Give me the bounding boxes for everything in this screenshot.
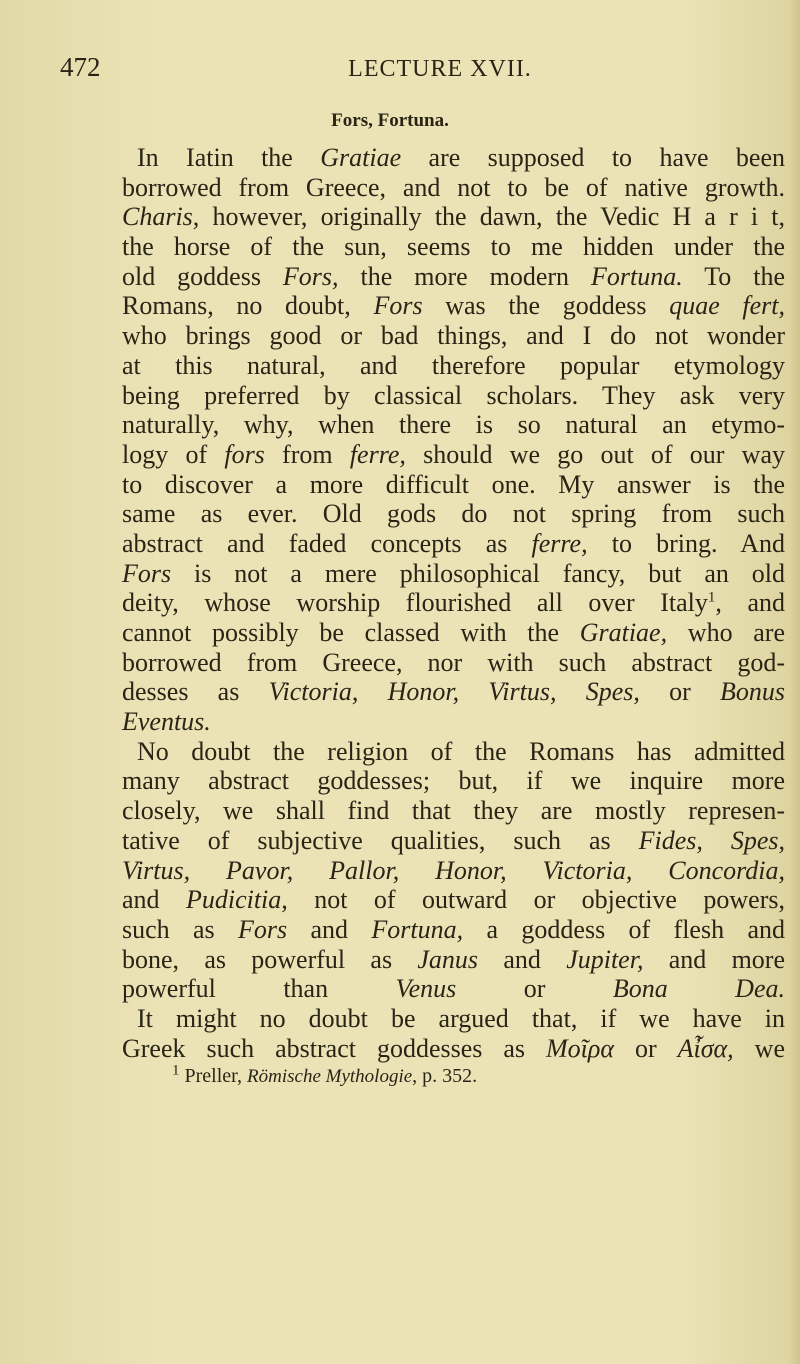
- text-segment: should we go out of our way: [405, 439, 785, 469]
- text-segment: or: [639, 677, 720, 707]
- text-segment: a goddess of flesh and: [463, 914, 785, 944]
- footnote-page: , p. 352.: [412, 1065, 478, 1087]
- text-segment: bone, as powerful as: [122, 944, 418, 974]
- text-segment: and: [122, 885, 186, 915]
- text-line: [122, 588, 785, 618]
- footnote-marker: 1: [172, 1062, 180, 1079]
- text-segment: deity, whose worship flourished all over Italy: [122, 588, 708, 618]
- footnote-author: Preller,: [179, 1065, 248, 1087]
- text-segment: are supposed to have been: [401, 143, 785, 172]
- text-segment: naturally, why, when there is so natural an etymo-: [122, 410, 785, 440]
- italic-text: Bonus: [720, 677, 785, 707]
- italic-text: Fortuna.: [590, 261, 683, 291]
- italic-text: Μοῖρα: [545, 1033, 614, 1063]
- text-segment: tative of subjective qualities, such as: [122, 825, 639, 855]
- text-segment: old goddess: [122, 261, 283, 291]
- text-line: [122, 291, 785, 321]
- text-segment: borrowed from Greece, and not to be of native growth.: [122, 172, 785, 202]
- running-title: LECTURE XVII.: [348, 56, 532, 82]
- text-segment: being preferred by classical scholars. They ask very: [122, 380, 785, 410]
- italic-text: ferre,: [531, 528, 588, 558]
- text-segment: not of outward or objective powers,: [287, 885, 785, 915]
- text-segment: such as: [122, 914, 239, 944]
- text-line: [122, 707, 785, 737]
- italic-text: Virtus, Pavor, Pallor, Honor, Victoria, Concordia,: [122, 855, 785, 885]
- text-segment: is not a mere philosophical fancy, but an old: [171, 558, 785, 588]
- text-segment: however, originally the dawn, the Vedic H a r i t,: [199, 202, 785, 232]
- text-segment: cannot possibly be classed with the: [122, 618, 580, 647]
- italic-text: Gratiae: [320, 143, 402, 172]
- text-line: [122, 796, 785, 826]
- text-segment: and: [287, 914, 372, 944]
- text-segment: To the: [682, 261, 785, 291]
- text-segment: closely, we shall find that they are mostly represen-: [122, 796, 785, 826]
- text-segment: to bring. And: [587, 528, 785, 558]
- text-line: [122, 826, 785, 856]
- italic-text: Fides, Spes,: [638, 825, 785, 855]
- italic-text: Venus: [395, 974, 457, 1004]
- text-segment: borrowed from Greece, nor with such abstract god-: [122, 647, 785, 677]
- text-segment: from: [264, 439, 350, 469]
- text-line: [122, 915, 785, 945]
- text-line: [122, 766, 785, 796]
- text-segment: In Iatin the: [137, 143, 321, 172]
- text-segment: No doubt the religion of the Romans has admitted: [137, 736, 785, 766]
- text-segment: or: [456, 974, 613, 1004]
- text-segment: the horse of the sun, seems to me hidden under the: [122, 232, 785, 262]
- text-line: [122, 143, 785, 173]
- text-line: [122, 737, 785, 767]
- italic-text: Janus: [417, 944, 479, 974]
- text-line: [122, 618, 785, 648]
- text-line: [122, 410, 785, 440]
- body-text: [122, 143, 785, 1063]
- text-segment: at this natural, and therefore popular etymology: [122, 350, 785, 380]
- text-line: [122, 173, 785, 203]
- text-segment: or: [614, 1033, 678, 1063]
- text-segment: the more modern: [338, 261, 591, 291]
- page-number: 472: [60, 52, 101, 82]
- italic-text: Fortuna,: [371, 914, 464, 944]
- section-heading: Fors, Fortuna.: [331, 110, 449, 131]
- italic-text: Eventus.: [122, 707, 211, 737]
- text-segment: many abstract goddesses; but, if we inquire more: [122, 766, 785, 796]
- text-segment: to discover a more difficult one. My answer is the: [122, 469, 785, 499]
- italic-text: Gratiae,: [579, 618, 668, 647]
- text-line: [122, 262, 785, 292]
- text-line: [122, 470, 785, 500]
- text-line: [122, 440, 785, 470]
- italic-text: fors: [224, 439, 265, 469]
- italic-text: Pudicitia,: [185, 885, 288, 915]
- text-line: [122, 529, 785, 559]
- text-line: [122, 321, 785, 351]
- italic-text: Victoria, Honor, Virtus, Spes,: [268, 677, 640, 707]
- text-line: [122, 559, 785, 589]
- text-line: [122, 499, 785, 529]
- text-line: [122, 351, 785, 381]
- text-line: [122, 381, 785, 411]
- text-segment: Romans, no doubt,: [122, 291, 374, 321]
- text-segment: It might no doubt be argued that, if we have in: [137, 1003, 785, 1033]
- text-segment: who are: [667, 618, 785, 647]
- text-segment: we: [733, 1033, 785, 1063]
- italic-text: Fors: [238, 914, 288, 944]
- italic-text: Fors: [373, 291, 423, 321]
- text-segment: and: [478, 944, 567, 974]
- italic-text: Jupiter,: [566, 944, 644, 974]
- italic-text: Fors,: [282, 261, 339, 291]
- italic-text: Charis,: [122, 202, 200, 232]
- italic-text: ferre,: [349, 439, 406, 469]
- footnote-title: Römische Mythologie: [247, 1066, 413, 1087]
- text-segment: logy of: [122, 439, 225, 469]
- text-line: [122, 648, 785, 678]
- text-segment: powerful than: [122, 974, 396, 1004]
- text-segment: , and: [715, 588, 785, 618]
- page-edge: [790, 0, 800, 1364]
- text-segment: desses as: [122, 677, 269, 707]
- italic-text: quae fert,: [669, 291, 785, 321]
- text-line: [122, 885, 785, 915]
- italic-text: Bona Dea.: [612, 974, 785, 1004]
- italic-text: Αἶσα,: [677, 1033, 734, 1063]
- text-line: [122, 856, 785, 886]
- footnote: [172, 1062, 478, 1088]
- text-line: [122, 232, 785, 262]
- text-line: [122, 945, 785, 975]
- text-line: [122, 1004, 785, 1034]
- text-segment: was the goddess: [422, 291, 670, 321]
- text-line: [122, 974, 785, 1004]
- text-line: [122, 202, 785, 232]
- footnote-reference: 1: [707, 589, 716, 606]
- text-segment: abstract and faded concepts as: [122, 528, 532, 558]
- text-segment: Greek such abstract goddesses as: [122, 1033, 546, 1063]
- text-line: [122, 1034, 785, 1064]
- text-segment: same as ever. Old gods do not spring from such: [122, 499, 785, 529]
- text-segment: and more: [643, 944, 785, 974]
- italic-text: Fors: [122, 558, 172, 588]
- text-line: [122, 677, 785, 707]
- text-segment: who brings good or bad things, and I do not wonder: [122, 321, 785, 351]
